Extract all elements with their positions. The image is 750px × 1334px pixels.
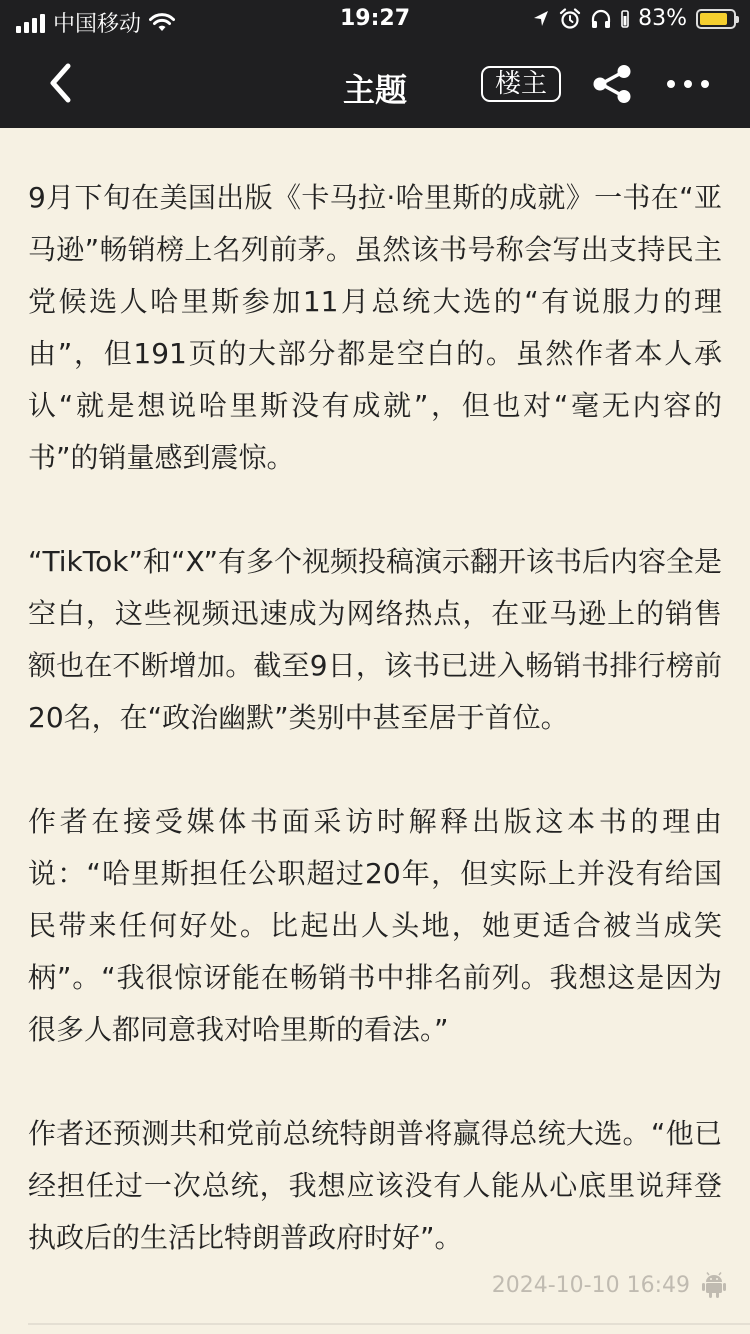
status-time: 19:27	[339, 6, 411, 31]
post-paragraph: 作者在接受媒体书面采访时解释出版这本书的理由说：“哈里斯担任公职超过20年，但实际上并没有给国民带来任何好处。比起出人头地，她更适合被当成笑柄”。“我很惊讶能在畅销书中排名前列。我想这是因为很多人都同意我对哈里斯的看法。”	[28, 805, 722, 1046]
alarm-icon	[559, 8, 581, 30]
android-icon	[702, 1272, 726, 1298]
battery-fill	[700, 13, 727, 25]
post-footer	[492, 1272, 726, 1298]
carrier-label: 中国移动	[53, 12, 142, 37]
divider	[28, 1323, 750, 1325]
status-bar	[0, 0, 750, 40]
location-icon	[532, 9, 550, 29]
post-paragraph: 作者还预测共和党前总统特朗普将赢得总统大选。“他已经担任过一次总统，我想应该没有人能从心底里说拜登执政后的生活比特朗普政府时好”。	[28, 1117, 722, 1254]
op-only-button[interactable]: 楼主	[481, 66, 561, 102]
post-timestamp: 2024-10-10 16:49	[491, 1272, 690, 1298]
more-icon[interactable]	[664, 64, 712, 104]
battery-percent: 83%	[638, 6, 687, 31]
status-right	[532, 6, 736, 31]
page-title: 主题	[342, 71, 407, 109]
post-paragraph: 9月下旬在美国出版《卡马拉·哈里斯的成就》一书在“亚马逊”畅销榜上名列前茅。虽然该书号称会写出支持民主党候选人哈里斯参加11月总统大选的“有说服力的理由”，但191页的大部分都是空白的。虽然作者本人承认“就是想说哈里斯没有成就”，但也对“毫无内容的书”的销量感到震惊。	[28, 181, 722, 474]
battery-icon	[696, 9, 736, 29]
post-content	[28, 172, 722, 1316]
battery-small-icon	[621, 9, 629, 29]
share-icon[interactable]	[590, 64, 634, 104]
top-bar	[0, 0, 750, 128]
nav-bar	[0, 40, 750, 128]
headphones-icon	[590, 8, 612, 30]
post-paragraph: “TikTok”和“X”有多个视频投稿演示翻开该书后内容全是空白，这些视频迅速成为网络热点，在亚马逊上的销售额也在不断增加。截至9日，该书已进入畅销书排行榜前20名，在“政治幽默”类别中甚至居于首位。	[28, 545, 723, 734]
